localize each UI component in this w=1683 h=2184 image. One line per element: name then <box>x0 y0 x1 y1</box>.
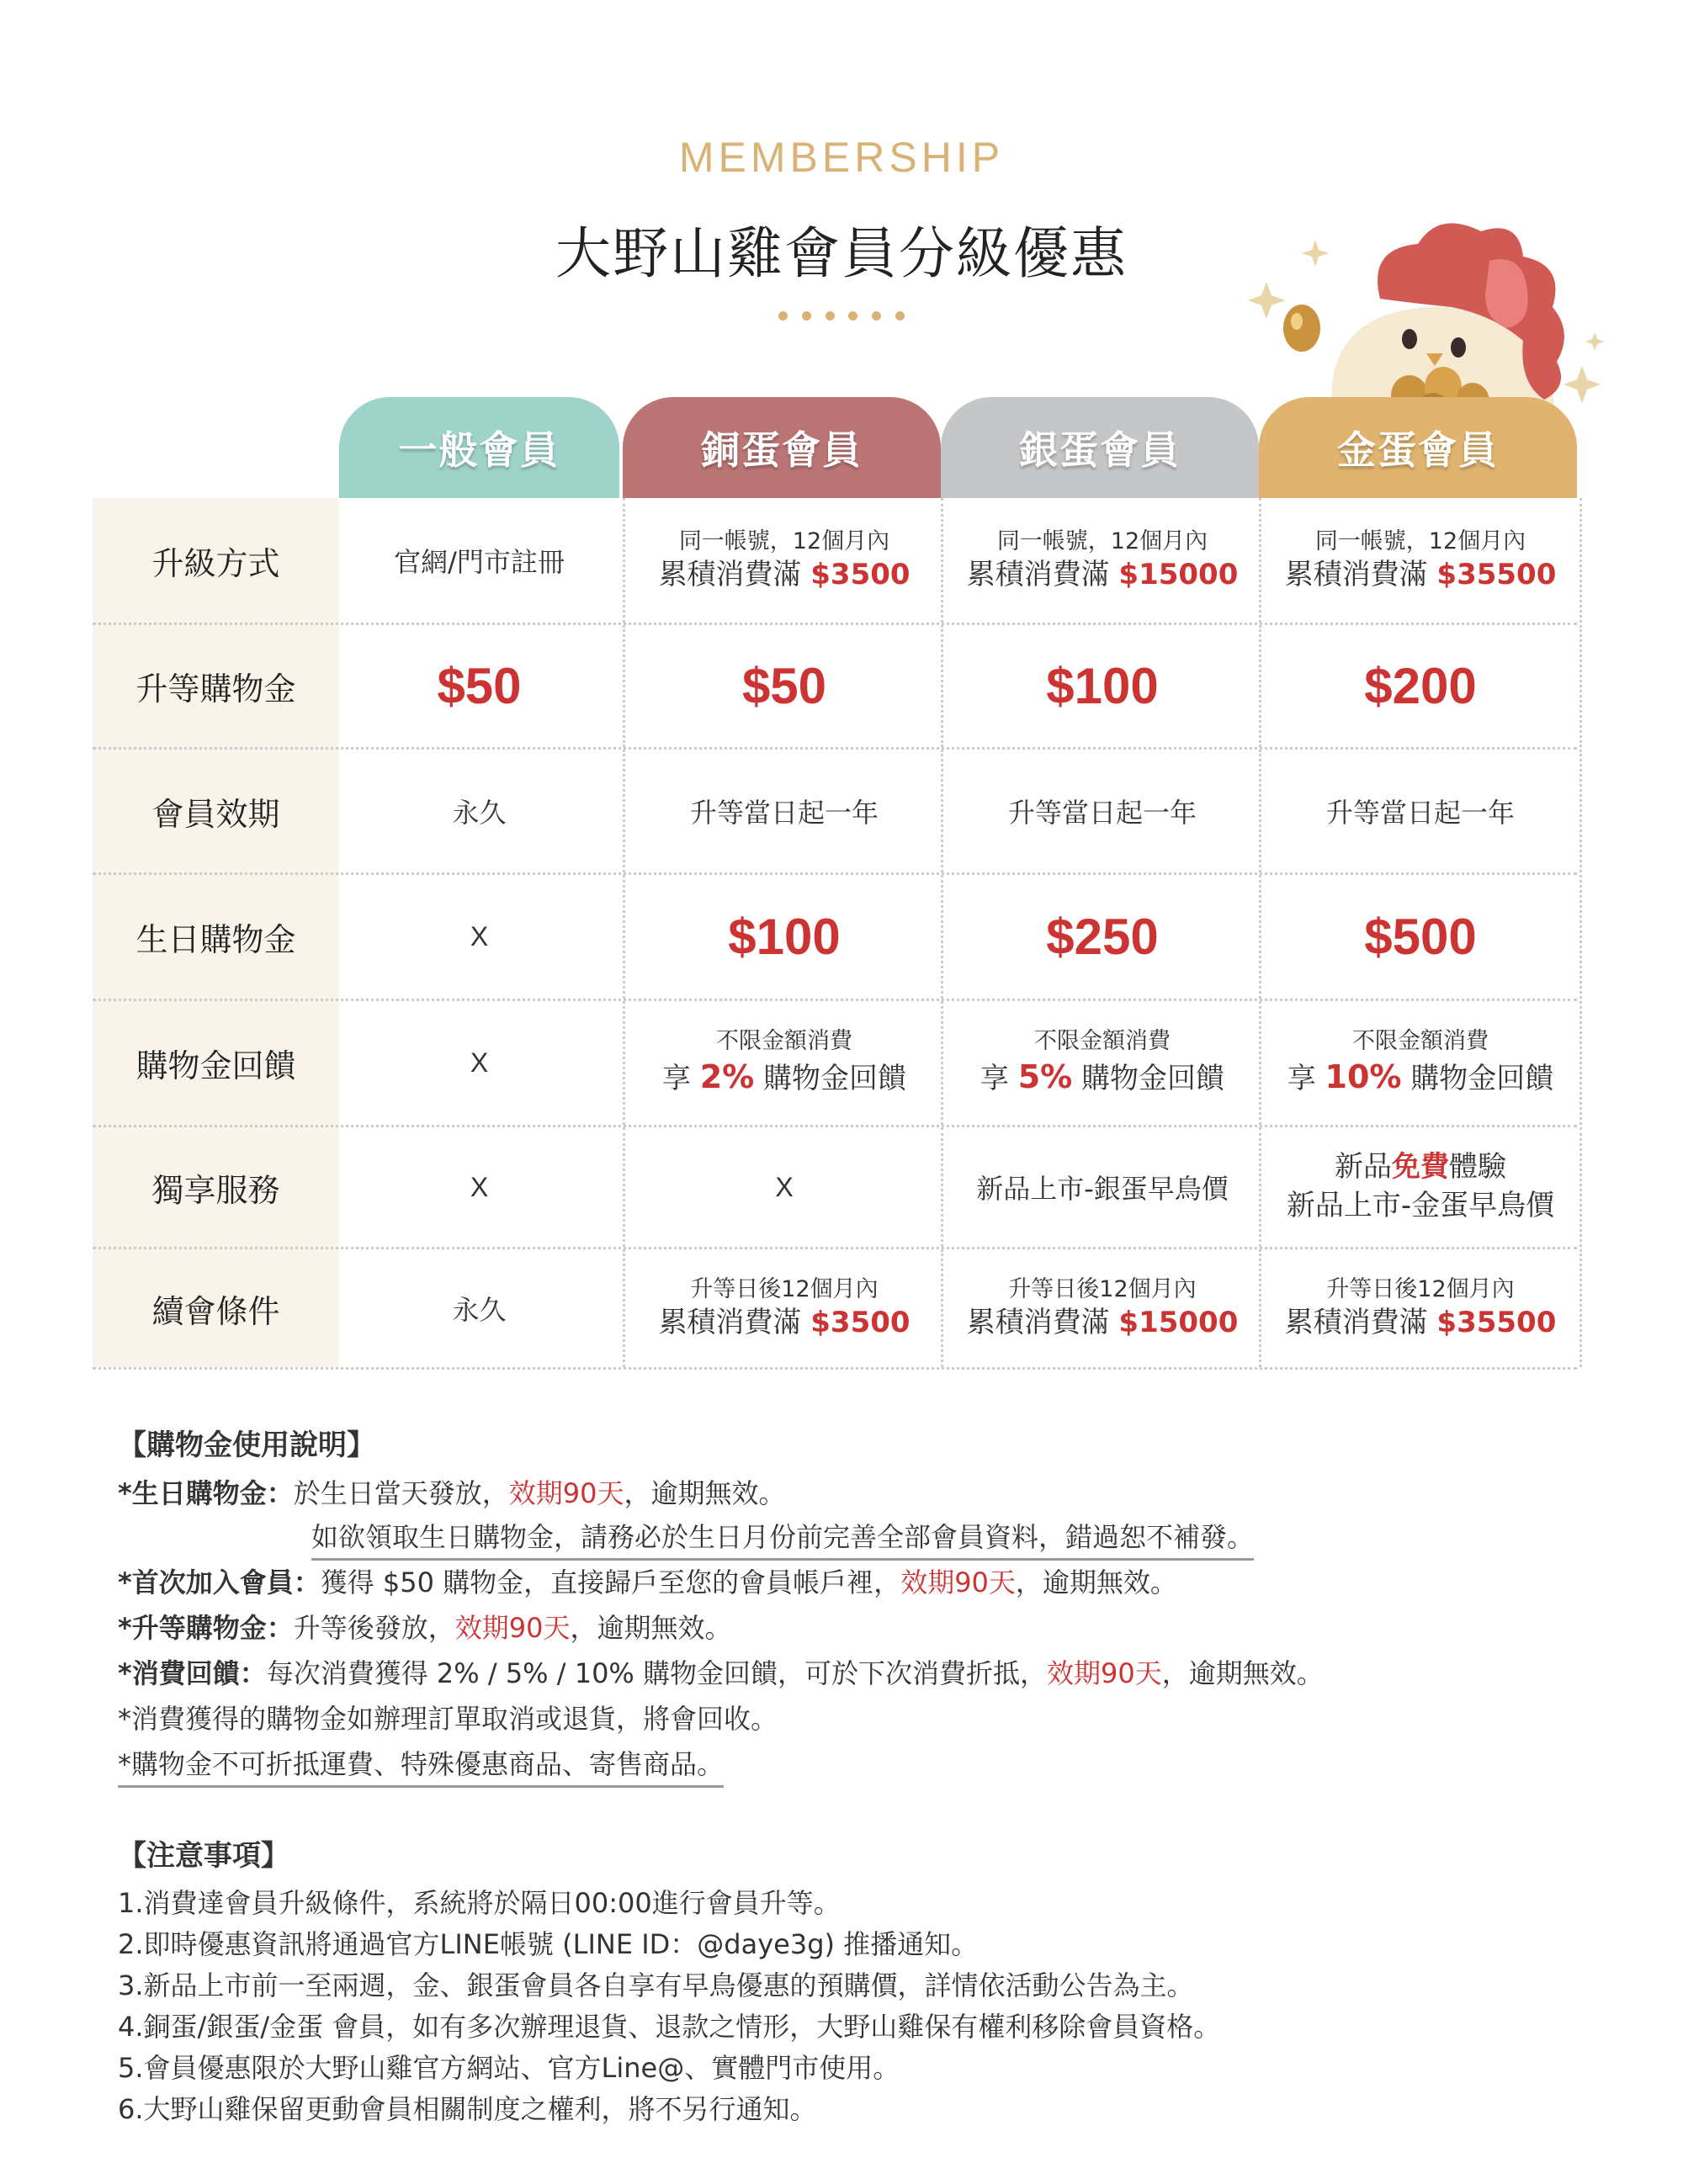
row-label: 升等購物金 <box>135 671 296 708</box>
page-title: 大野山雞會員分級優惠 <box>555 221 1128 286</box>
row-upgrade-method <box>93 498 1577 625</box>
cell-copper: 不限金額消費 享 2% 購物金回饋 <box>623 1001 943 1125</box>
cell-copper: 升等當日起一年 <box>623 750 943 872</box>
tier-header-general: 一般會員 <box>339 397 619 498</box>
row-label: 獨享服務 <box>151 1171 280 1209</box>
cell-silver: 升等當日起一年 <box>941 750 1261 872</box>
cell-general: X <box>470 1047 489 1078</box>
notice-item: 6.大野山雞保留更動會員相關制度之權利，將不另行通知。 <box>118 2093 817 2125</box>
title-dots-divider <box>778 311 905 323</box>
cell-gold: 升等當日起一年 <box>1259 750 1582 872</box>
notice-item: 2.即時優惠資訊將通過官方LINE帳號 (LINE ID：@daye3g) 推播通知。 <box>118 1928 979 1960</box>
row-exclusive <box>93 1127 1577 1249</box>
cell-copper: $50 <box>623 625 943 747</box>
cell-silver: 升等日後12個月內 累積消費滿 $15000 <box>941 1249 1261 1367</box>
cell-silver: $100 <box>941 625 1261 747</box>
usage-first-join-line: *首次加入會員：獲得 $50 購物金，直接歸戶至您的會員帳戶裡，效期90天，逾期無效。 <box>118 1566 1177 1598</box>
notice-item: 4.銅蛋/銀蛋/金蛋 會員，如有多次辦理退貨、退款之情形，大野山雞保有權利移除會員資格。 <box>118 2011 1221 2043</box>
row-validity <box>93 750 1577 875</box>
cell-silver: $250 <box>941 875 1261 999</box>
cell-gold: $200 <box>1259 625 1582 747</box>
cell-gold: 同一帳號，12個月內 累積消費滿 $35500 <box>1259 498 1582 623</box>
row-renewal <box>93 1249 1577 1370</box>
cell-silver: 新品上市-銀蛋早鳥價 <box>941 1127 1261 1247</box>
cell-general: $50 <box>437 658 522 714</box>
cell-general: 永久 <box>452 1294 507 1326</box>
cell-gold: 新品免費體驗 新品上市-金蛋早鳥價 <box>1259 1127 1582 1247</box>
tier-header-silver: 銀蛋會員 <box>941 397 1259 498</box>
cell-gold: 升等日後12個月內 累積消費滿 $35500 <box>1259 1249 1582 1367</box>
cell-copper: X <box>623 1127 943 1247</box>
cell-gold: 不限金額消費 享 10% 購物金回饋 <box>1259 1001 1582 1125</box>
usage-exclusion-line: *購物金不可折抵運費、特殊優惠商品、寄售商品。 <box>118 1743 724 1782</box>
tier-header-copper: 銅蛋會員 <box>623 397 941 498</box>
tier-header-gold: 金蛋會員 <box>1259 397 1577 498</box>
usage-heading: 【購物金使用說明】 <box>118 1429 375 1462</box>
notice-item: 5.會員優惠限於大野山雞官方網站、官方Line@、實體門市使用。 <box>118 2052 900 2084</box>
usage-refund-line: *消費獲得的購物金如辦理訂單取消或退貨，將會回收。 <box>118 1703 778 1735</box>
usage-rebate-line: *消費回饋：每次消費獲得 2% / 5% / 10% 購物金回饋，可於下次消費折抵，效期90天，逾期無效。 <box>118 1657 1324 1689</box>
rooster-mascot-icon <box>1241 215 1611 421</box>
cell-silver: 同一帳號，12個月內 累積消費滿 $15000 <box>941 498 1261 623</box>
notice-item: 1.消費達會員升級條件，系統將於隔日00:00進行會員升等。 <box>118 1887 841 1919</box>
notice-item: 3.新品上市前一至兩週，金、銀蛋會員各自享有早鳥優惠的預購價，詳情依活動公告為主。 <box>118 1969 1194 2001</box>
row-upgrade-credit <box>93 625 1577 750</box>
cell-copper: $100 <box>623 875 943 999</box>
row-label: 升級方式 <box>151 544 280 582</box>
row-label: 續會條件 <box>151 1292 280 1330</box>
notice-heading: 【注意事項】 <box>118 1839 289 1873</box>
cell-general: 官網/門市註冊 <box>394 546 565 578</box>
cell-copper: 升等日後12個月內 累積消費滿 $3500 <box>623 1249 943 1367</box>
usage-birthday-note: 如欲領取生日購物金，請務必於生日月份前完善全部會員資料，錯過恕不補發。 <box>311 1516 1254 1555</box>
row-label: 會員效期 <box>151 795 280 833</box>
cell-general: X <box>470 921 489 952</box>
row-birthday-credit <box>93 875 1577 1001</box>
eyebrow-text: MEMBERSHIP <box>678 134 1005 181</box>
row-label: 生日購物金 <box>135 921 296 958</box>
usage-upgrade-line: *升等購物金：升等後發放，效期90天，逾期無效。 <box>118 1612 732 1644</box>
cell-gold: $500 <box>1259 875 1582 999</box>
cell-general: X <box>470 1171 489 1202</box>
cell-copper: 同一帳號，12個月內 累積消費滿 $3500 <box>623 498 943 623</box>
row-label: 購物金回饋 <box>135 1047 296 1084</box>
cell-general: 永久 <box>452 797 507 829</box>
cell-silver: 不限金額消費 享 5% 購物金回饋 <box>941 1001 1261 1125</box>
usage-birthday-line: *生日購物金：於生日當天發放，效期90天，逾期無效。 <box>118 1477 786 1509</box>
row-rebate <box>93 1001 1577 1127</box>
